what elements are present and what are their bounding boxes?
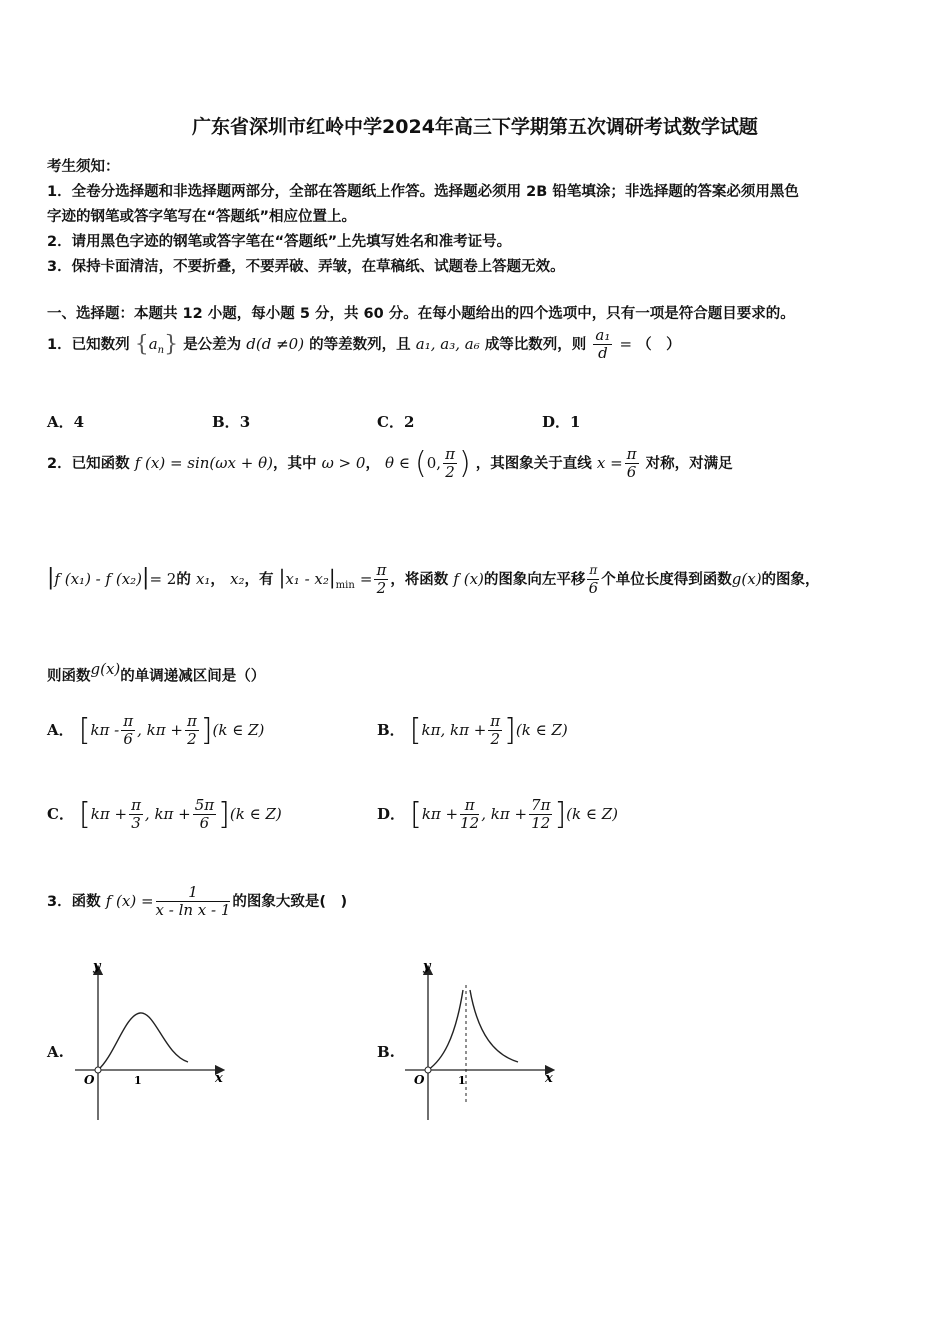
curve-left [428,990,463,1070]
q2-option-d[interactable]: D． [kπ + $\frac{\pi}{12}$ , kπ + $\frac{7\pi}{12}$ ](k ∈ Z) [377,796,619,832]
q2-pi-4: π [587,562,599,580]
question-1: 1．已知数列 $\{a_n\}$ 是公差为 d(d ≠0) 的等差数列，且 a₁, a₃, a₆ 成等比数列，则 $\frac{\text{a₁}}{d}$ = （ ） [47,326,681,362]
q2-equals-3: = [359,570,373,588]
q2-function: f (x) = sin(ωx + θ) [134,454,273,472]
q2-pi-3: π [376,561,387,579]
q3-numerator: 1 [156,884,231,902]
notice-line-2: 2．请用黑色字迹的钢笔或答字笔在“答题纸”上先填写姓名和准考证号。 [47,234,512,250]
q2-diff: x₁ - x₂ [285,570,329,588]
x-label: x [215,1071,223,1086]
q3-option-a-label[interactable]: A. [47,1043,64,1061]
q1-text-1: 是公差为 [183,337,242,353]
q3-text-1: 的图象大致是( ) [232,894,348,910]
q2-pi-2: π [626,445,637,463]
q2-number: 2．已知函数 [47,456,130,472]
q2-six: 6 [626,463,637,481]
q2-two-2: 2 [376,579,387,597]
q2-text-10: 的图象， [761,572,820,588]
q1-option-c[interactable]: C．2 [377,413,415,431]
page-title: 广东省深圳市红岭中学2024年高三下学期第五次调研考试数学试题 [192,116,758,138]
question-2-line-2: |f (x₁) - f (x₂)|= 2的 x₁， x₂，有 $|x_1 - x_2|_{min}$ = $\frac{\pi}{2}$ ，将函数 f (x)的图象向左平移 $\frac{\pi}{6}$ 个单位长度得到函数g(x)的图象， [47,561,820,597]
origin-dot [95,1067,101,1073]
curve [98,1013,188,1070]
q2-text-9: 个单位长度得到函数 [601,572,732,588]
q2-fx: f (x) [453,570,484,588]
y-label: y [423,960,431,974]
q2-omega: ω > 0 [321,454,366,472]
q2-text-5: ， [210,572,225,588]
q1-option-d[interactable]: D．1 [542,413,581,431]
question-3 [47,884,347,919]
q1-frac-numerator: a₁ [595,326,611,344]
q1-terms: a₁, a₃, a₆ [415,335,480,353]
q1-number: 1．已知数列 [47,337,130,353]
origin-label: O [414,1073,425,1087]
q1-option-b[interactable]: B．3 [212,413,251,431]
origin-label: O [84,1073,95,1087]
question-2-line-1: 2．已知函数 f (x) = sin(ωx + θ)，其中 ω > 0， θ ∈ (0, $\frac{\pi}{2}$ ) ，其图象关于直线 x = $\frac{\pi}{6}$ 对称，对满足 [47,445,733,481]
q1-seq: a [148,335,158,353]
q2-abs-expr: f (x₁) - f (x₂) [54,570,143,588]
q2-option-a[interactable]: A． [kπ - $\frac{\pi}{6}$ , kπ + $\frac{\pi}{2}$ ](k ∈ Z) [47,712,265,748]
q2-equals-2: = 2 [149,570,177,588]
q1-frac-denominator: d [598,344,608,362]
q1-equals: = [619,335,633,353]
q3-number: 3．函数 [47,894,101,910]
q2-six-2: 6 [588,579,599,597]
q2-min: min [335,580,355,592]
q2-option-c[interactable]: C． [kπ + $\frac{\pi}{3}$ , kπ + $\frac{5\pi}{6}$ ](k ∈ Z) [47,796,282,832]
notice-line-1b: 字迹的钢笔或答字笔写在“答题纸”相应位置上。 [47,209,357,225]
tick-one: 1 [134,1074,142,1087]
q3-denominator: x - ln x - 1 [155,901,231,919]
q1-text-3: 成等比数列，则 [484,337,587,353]
q2-text-12: 的单调递减区间是（） [120,668,266,685]
q2-text-4: 的 [176,572,191,588]
section-heading: 一、选择题：本题共 12 小题，每小题 5 分，共 60 分。在每小题给出的四个选项中，只有一项是符合题目要求的。 [47,306,795,322]
q2-x1: x₁ [195,570,211,588]
question-2-line-3 [47,660,265,685]
q2-text-2: ，其图象关于直线 [475,456,592,472]
q1-blank: （ ） [637,337,681,353]
notice-line-1a: 1．全卷分选择题和非选择题两部分，全部在答题纸上作答。选择题必须用 2B 铅笔填涂；非选择题的答案必须用黑色 [47,184,799,200]
q2-pi: π [445,445,455,463]
q2-text-7: ，将函数 [390,572,449,588]
q3-graph-a[interactable] [70,960,230,1125]
q2-theta: θ ∈ [385,454,410,472]
q2-text-1: ，其中 [272,456,317,472]
q2-option-b[interactable]: B． [kπ, kπ + $\frac{\pi}{2}$ ](k ∈ Z) [377,712,568,748]
q1-text-2: 的等差数列，且 [309,337,411,353]
q2-x-equals: x = [596,454,623,472]
tick-one: 1 [458,1074,466,1087]
q2-two: 2 [445,463,455,481]
q3-fx: f (x) = [105,892,154,910]
q2-text-6: ，有 [244,572,274,588]
y-label: y [93,960,101,974]
q1-seq-sub: n [157,345,165,357]
notice-heading: 考生须知： [47,159,120,175]
notice-line-3: 3．保持卡面清洁，不要折叠，不要弄破、弄皱，在草稿纸、试题卷上答题无效。 [47,259,565,275]
origin-dot [425,1067,431,1073]
q2-gx-2: g(x) [90,660,121,678]
q2-x2: x₂ [230,570,245,588]
curve-right [470,990,518,1062]
q2-comma: ， [365,456,380,472]
q1-condition: d(d ≠0) [246,335,305,353]
q1-option-a[interactable]: A．4 [47,413,85,431]
q3-option-b-label[interactable]: B. [377,1043,395,1061]
q2-interval-a: 0, [426,454,442,472]
q2-text-3: 对称，对满足 [645,456,733,472]
q3-graph-b[interactable] [400,960,560,1125]
q2-text-11: 则函数 [47,668,91,685]
q2-text-8: 的图象向左平移 [483,572,586,588]
q2-gx: g(x) [731,570,762,588]
x-label: x [545,1071,553,1086]
